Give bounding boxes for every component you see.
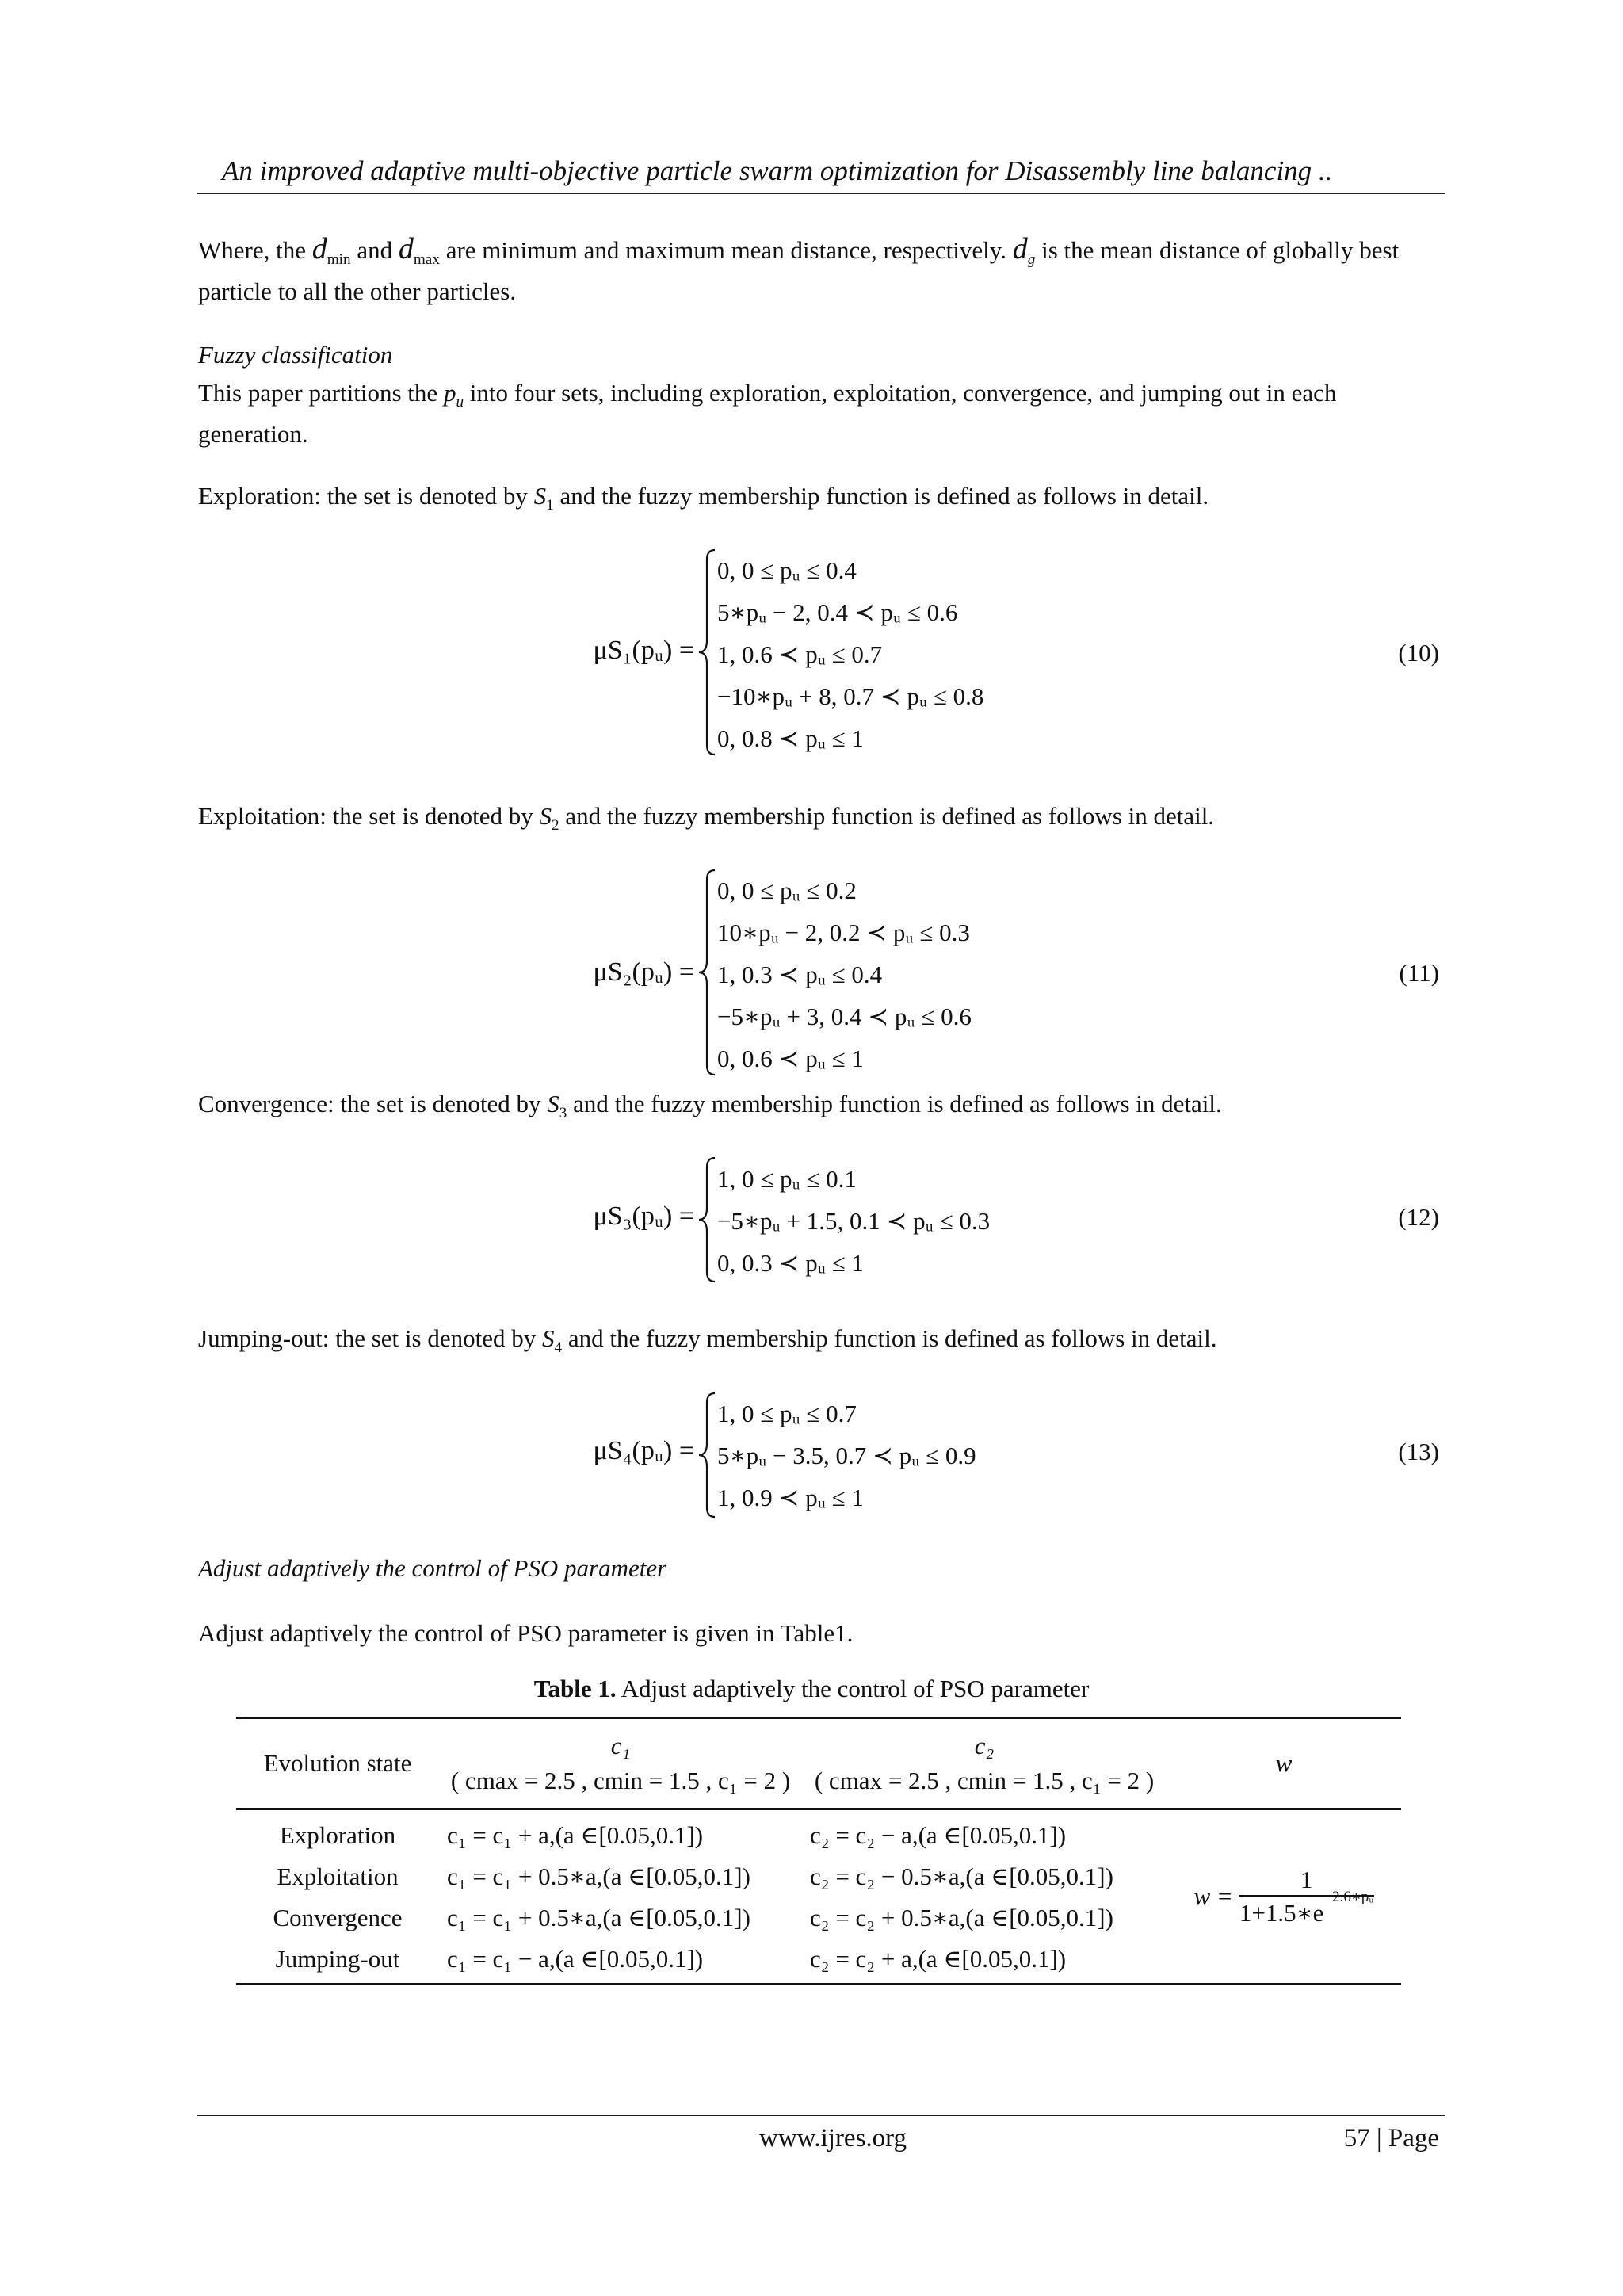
set-symbol: S xyxy=(533,482,547,510)
set-intro-text: Jumping-out: the set is denoted by xyxy=(198,1324,542,1352)
header-c2-symbol: c₂ xyxy=(974,1732,995,1759)
equation-lhs: μS₃(pᵤ) = xyxy=(593,1201,694,1231)
set-symbol: S xyxy=(539,802,552,830)
footer-page-number: 57 | Page xyxy=(1343,2124,1439,2153)
table-caption xyxy=(0,1675,1623,1703)
header-w: w xyxy=(1275,1749,1293,1777)
set-intro-text: Convergence: the set is denoted by xyxy=(198,1090,548,1117)
equation-lhs: μS₂(pᵤ) = xyxy=(593,957,694,987)
equation-number: (12) xyxy=(1398,1203,1439,1231)
header-c2 xyxy=(802,1718,1167,1809)
row-c1: c₁ = c₁ + a,(a ∈[0.05,0.1]) xyxy=(447,1821,704,1849)
row-state: Jumping-out xyxy=(275,1945,400,1973)
equation-number: (11) xyxy=(1399,959,1439,987)
intro-text: and xyxy=(350,236,399,264)
row-c2: c₂ = c₂ + 0.5∗a,(a ∈[0.05,0.1]) xyxy=(810,1904,1113,1931)
piecewise-cases xyxy=(717,1158,990,1284)
w-denominator-base: 1+1.5∗e xyxy=(1239,1899,1324,1927)
d-g-symbol: d xyxy=(1012,232,1028,266)
w-formula xyxy=(1167,1809,1401,1985)
row-c1: c₁ = c₁ + 0.5∗a,(a ∈[0.05,0.1]) xyxy=(447,1904,750,1931)
set-intro-text: Exploration: the set is denoted by xyxy=(198,482,534,510)
set-intro-jumping-out xyxy=(198,1318,1444,1359)
set-intro-text: and the fuzzy membership function is defined as follows in detail. xyxy=(553,482,1209,510)
set-intro-exploration xyxy=(198,476,1444,517)
w-exponent: −2.6∗pᵤ xyxy=(1323,1888,1374,1905)
table-header-row xyxy=(236,1718,1401,1809)
adjust-heading: Adjust adaptively the control of PSO parameter xyxy=(198,1554,667,1582)
header-c2-params: ( cmax = 2.5 , cmin = 1.5 , c₁ = 2 ) xyxy=(814,1767,1155,1794)
fuzzy-paragraph xyxy=(198,372,1444,455)
set-symbol: S xyxy=(541,1324,555,1352)
table-caption-text: Adjust adaptively the control of PSO parameter xyxy=(616,1675,1090,1702)
case-line: 5∗pᵤ − 3.5, 0.7 ≺ pᵤ ≤ 0.9 xyxy=(717,1442,976,1469)
d-g-subscript: g xyxy=(1027,251,1036,269)
intro-paragraph xyxy=(198,228,1444,312)
row-state: Convergence xyxy=(273,1904,403,1931)
p-u-symbol: p xyxy=(443,379,456,407)
w-lhs: w = xyxy=(1193,1882,1233,1910)
piecewise-cases xyxy=(717,549,983,759)
row-state: Exploitation xyxy=(277,1862,399,1890)
case-line: 1, 0.9 ≺ pᵤ ≤ 1 xyxy=(717,1484,864,1511)
adjust-paragraph: Adjust adaptively the control of PSO parameter is given in Table1. xyxy=(198,1619,854,1647)
w-denominator xyxy=(1239,1888,1374,1928)
left-brace-icon xyxy=(697,869,716,1076)
footer-rule xyxy=(197,2115,1445,2116)
case-line: 0, 0.3 ≺ pᵤ ≤ 1 xyxy=(717,1249,864,1277)
set-intro-exploitation xyxy=(198,796,1444,837)
w-fraction xyxy=(1239,1865,1374,1928)
set-symbol-subscript: 3 xyxy=(559,1105,567,1122)
case-line: 0, 0.8 ≺ pᵤ ≤ 1 xyxy=(717,724,864,752)
row-c2: c₂ = c₂ − 0.5∗a,(a ∈[0.05,0.1]) xyxy=(810,1862,1113,1890)
set-intro-text: and the fuzzy membership function is defined as follows in detail. xyxy=(567,1090,1222,1117)
equation-lhs: μS₁(pᵤ) = xyxy=(593,636,694,665)
case-line: 5∗pᵤ − 2, 0.4 ≺ pᵤ ≤ 0.6 xyxy=(717,598,958,626)
intro-text: Where, the xyxy=(198,236,312,264)
d-max-subscript: max xyxy=(413,251,440,269)
set-symbol-subscript: 2 xyxy=(552,817,559,835)
p-u-subscript: u xyxy=(456,394,464,411)
equation-number: (10) xyxy=(1398,639,1439,667)
fuzzy-text: into four sets, including exploration, exploitation, convergence, and jumping out in each generation. xyxy=(198,379,1337,448)
case-line: −10∗pᵤ + 8, 0.7 ≺ pᵤ ≤ 0.8 xyxy=(717,682,984,710)
case-line: 1, 0.6 ≺ pᵤ ≤ 0.7 xyxy=(717,640,883,668)
row-state: Exploration xyxy=(279,1821,396,1849)
table-caption-label: Table 1. xyxy=(533,1675,617,1702)
d-max-symbol: d xyxy=(398,232,414,266)
w-numerator: 1 xyxy=(1300,1866,1313,1893)
case-line: 0, 0 ≤ pᵤ ≤ 0.2 xyxy=(717,877,857,904)
table-row xyxy=(236,1809,1401,1857)
set-intro-text: and the fuzzy membership function is defined as follows in detail. xyxy=(562,1324,1217,1352)
footer-site: www.ijres.org xyxy=(759,2124,907,2153)
row-c1: c₁ = c₁ + 0.5∗a,(a ∈[0.05,0.1]) xyxy=(447,1862,750,1890)
set-symbol-subscript: 1 xyxy=(546,497,554,514)
parameter-table xyxy=(236,1717,1401,1985)
case-line: −5∗pᵤ + 1.5, 0.1 ≺ pᵤ ≤ 0.3 xyxy=(717,1207,991,1235)
case-line: 1, 0 ≤ pᵤ ≤ 0.1 xyxy=(717,1165,857,1193)
piecewise-cases xyxy=(717,1392,976,1519)
intro-text: are minimum and maximum mean distance, respectively. xyxy=(439,236,1013,264)
piecewise-cases xyxy=(717,869,972,1079)
case-line: 0, 0.6 ≺ pᵤ ≤ 1 xyxy=(717,1045,864,1072)
case-line: 10∗pᵤ − 2, 0.2 ≺ pᵤ ≤ 0.3 xyxy=(717,919,970,946)
d-min-symbol: d xyxy=(311,232,327,266)
row-c2: c₂ = c₂ − a,(a ∈[0.05,0.1]) xyxy=(810,1821,1067,1849)
header-rule xyxy=(197,193,1445,194)
header-c1-symbol: c₁ xyxy=(610,1732,631,1759)
row-c2: c₂ = c₂ + a,(a ∈[0.05,0.1]) xyxy=(810,1945,1067,1973)
header-c1-params: ( cmax = 2.5 , cmin = 1.5 , c₁ = 2 ) xyxy=(450,1767,791,1794)
equation-number: (13) xyxy=(1398,1438,1439,1465)
set-symbol-subscript: 4 xyxy=(554,1339,563,1357)
fuzzy-text: This paper partitions the xyxy=(198,379,444,407)
left-brace-icon xyxy=(697,1392,716,1519)
row-c1: c₁ = c₁ − a,(a ∈[0.05,0.1]) xyxy=(447,1945,704,1973)
left-brace-icon xyxy=(697,1156,716,1283)
set-intro-text: and the fuzzy membership function is defined as follows in detail. xyxy=(559,802,1215,830)
set-intro-text: Exploitation: the set is denoted by xyxy=(198,802,540,830)
intro-text: is the mean distance of globally best particle to all the other particles. xyxy=(198,236,1400,305)
set-intro-convergence xyxy=(198,1083,1444,1125)
case-line: 1, 0.3 ≺ pᵤ ≤ 0.4 xyxy=(717,961,883,988)
header-c1 xyxy=(439,1718,802,1809)
left-brace-icon xyxy=(697,548,716,756)
case-line: −5∗pᵤ + 3, 0.4 ≺ pᵤ ≤ 0.6 xyxy=(717,1003,972,1030)
d-min-subscript: min xyxy=(327,251,351,269)
set-symbol: S xyxy=(547,1090,559,1117)
fuzzy-heading: Fuzzy classification xyxy=(198,341,393,369)
case-line: 1, 0 ≤ pᵤ ≤ 0.7 xyxy=(717,1400,857,1427)
equation-lhs: μS₄(pᵤ) = xyxy=(593,1436,694,1465)
case-line: 0, 0 ≤ pᵤ ≤ 0.4 xyxy=(717,556,857,584)
header-evolution-state: Evolution state xyxy=(263,1749,412,1777)
running-title: An improved adaptive multi-objective particle swarm optimization for Disassembly line balancing .. xyxy=(222,155,1333,186)
